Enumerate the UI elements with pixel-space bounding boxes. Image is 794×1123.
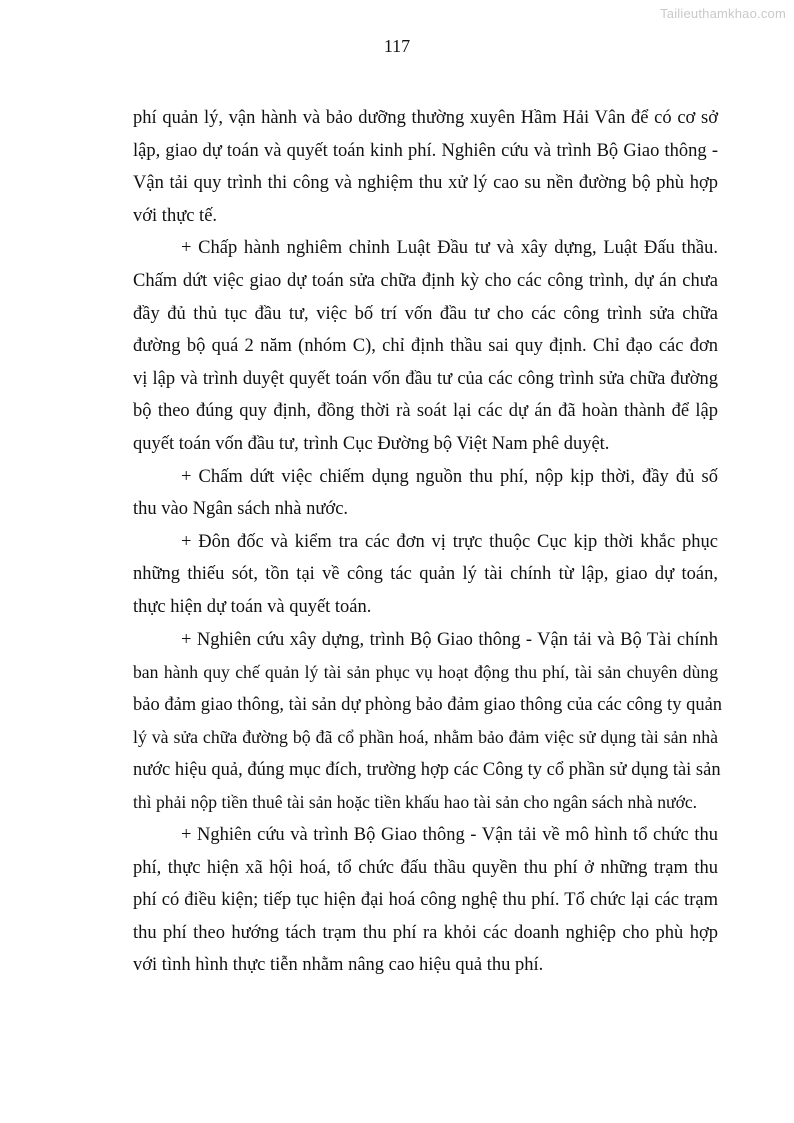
text-line: những thiếu sót, tồn tại về công tác quản lý tài chính từ lập, giao dự toán, [133, 564, 718, 585]
text-line: với thực tế. [133, 205, 218, 226]
text-line: thu phí theo hướng tách trạm thu phí ra khỏi các doanh nghiệp cho phù hợp [133, 922, 718, 943]
text-line: bảo đảm giao thông, tài sản dự phòng bảo đảm giao thông của các công ty quản [133, 694, 723, 715]
paragraph [133, 624, 723, 820]
text-line: + Nghiên cứu và trình Bộ Giao thông - Vận tải về mô hình tổ chức thu [181, 825, 718, 846]
text-line: lập, giao dự toán và quyết toán kinh phí. Nghiên cứu và trình Bộ Giao thông - [133, 140, 718, 161]
text-line: bộ theo đúng quy định, đồng thời rà soát lại các dự án đã hoàn thành để lập [133, 401, 718, 422]
text-line: với tình hình thực tiễn nhằm nâng cao hiệu quả thu phí. [133, 955, 544, 976]
text-line: phí có điều kiện; tiếp tục hiện đại hoá công nghệ thu phí. Tổ chức lại các trạm [133, 890, 718, 911]
text-line: + Nghiên cứu xây dựng, trình Bộ Giao thông - Vận tải và Bộ Tài chính [181, 629, 718, 650]
text-line: + Chấm dứt việc chiếm dụng nguồn thu phí, nộp kịp thời, đầy đủ số [181, 466, 718, 487]
document-body [133, 102, 723, 982]
text-line: ban hành quy chế quản lý tài sản phục vụ hoạt động thu phí, tài sản chuyên dùng [133, 662, 718, 683]
text-line: thu vào Ngân sách nhà nước. [133, 499, 349, 520]
text-line: Chấm dứt việc giao dự toán sửa chữa định kỳ cho các công trình, dự án chưa [133, 270, 718, 291]
text-line: lý và sửa chữa đường bộ đã cổ phần hoá, nhằm bảo đảm việc sử dụng tài sản nhà [133, 727, 718, 748]
page-number: 117 [383, 36, 411, 56]
text-line: phí quản lý, vận hành và bảo dưỡng thường xuyên Hầm Hải Vân để có cơ sở [133, 108, 718, 128]
text-line: đường bộ quá 2 năm (nhóm C), chỉ định thầu sai quy định. Chỉ đạo các đơn [133, 336, 718, 357]
text-line: thì phải nộp tiền thuê tài sản hoặc tiền khấu hao tài sản cho ngân sách nhà nước. [133, 792, 698, 813]
paragraph [133, 232, 718, 460]
text-line: thực hiện dự toán và quyết toán. [133, 596, 372, 617]
watermark-text: Tailieuthamkhao.com [660, 6, 786, 21]
text-line: đầy đủ thủ tục đầu tư, việc bố trí vốn đầu tư cho các công trình sửa chữa [133, 303, 718, 324]
text-line: nước hiệu quả, đúng mục đích, trường hợp các Công ty cổ phần sử dụng tài sản [133, 759, 721, 780]
paragraph [133, 526, 718, 624]
text-line: + Đôn đốc và kiểm tra các đơn vị trực thuộc Cục kịp thời khắc phục [181, 531, 718, 552]
paragraph [133, 102, 718, 232]
text-line: quyết toán vốn đầu tư, trình Cục Đường bộ Việt Nam phê duyệt. [133, 433, 610, 454]
text-line: Vận tải quy trình thi công và nghiệm thu xử lý cao su nền đường bộ phù hợp [133, 173, 718, 194]
text-line: phí, thực hiện xã hội hoá, tổ chức đấu thầu quyền thu phí ở những trạm thu [133, 857, 718, 878]
text-line: + Chấp hành nghiêm chỉnh Luật Đầu tư và xây dựng, Luật Đấu thầu. [181, 238, 718, 259]
text-line: vị lập và trình duyệt quyết toán vốn đầu tư của các công trình sửa chữa đường [133, 368, 718, 389]
paragraph [133, 461, 718, 526]
paragraph [133, 819, 718, 982]
